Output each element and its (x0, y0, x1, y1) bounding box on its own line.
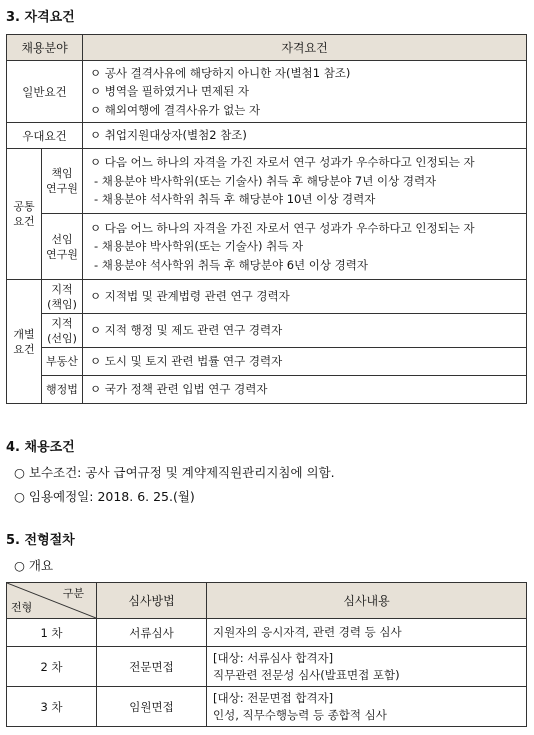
row-common-junior (7, 214, 527, 280)
method-expert-interview: 전문면접 (97, 647, 207, 687)
header-field: 채용분야 (7, 35, 83, 61)
content-stage-2: [대상: 서류심사 합격자] 직무관련 전문성 심사(발표면접 포함) (207, 647, 527, 687)
section-3-title: 3. 자격요건 (6, 10, 75, 25)
table-row (7, 619, 527, 647)
row-preferred (7, 123, 527, 149)
label-cadastral-junior: 지적 (선임) (42, 314, 83, 348)
selection-process-table (6, 582, 527, 727)
row-individual-cadastral-senior (7, 280, 527, 314)
overview-label: ○ 개요 (14, 558, 54, 573)
cadastral-junior-requirement: ㅇ 지적 행정 및 제도 관련 연구 경력자 (83, 314, 527, 348)
header-diagonal-cell (7, 583, 97, 619)
header-requirements: 자격요건 (83, 35, 527, 61)
general-requirements: ㅇ 공사 결격사유에 해당하지 아니한 자(별첨1 참조) ㅇ 병역을 필하였거나 면제된 자 ㅇ 해외여행에 결격사유가 없는 자 (83, 61, 527, 123)
label-preferred: 우대요건 (7, 123, 83, 149)
row-individual-real-estate (7, 348, 527, 376)
label-senior-researcher: 책임 연구원 (42, 149, 83, 214)
table-row (7, 687, 527, 727)
label-administrative-law: 행정법 (42, 376, 83, 404)
content-stage-3: [대상: 전문면접 합격자] 인성, 직무수행능력 등 종합적 심사 (207, 687, 527, 727)
header-method: 심사방법 (97, 583, 207, 619)
qualification-table (6, 34, 527, 404)
header-content: 심사내용 (207, 583, 527, 619)
label-general: 일반요건 (7, 61, 83, 123)
label-real-estate: 부동산 (42, 348, 83, 376)
stage-3: 3 차 (7, 687, 97, 727)
header-stage: 전형 (11, 601, 33, 614)
cadastral-senior-requirement: ㅇ 지적법 및 관계법령 관련 연구 경력자 (83, 280, 527, 314)
method-executive-interview: 임원면접 (97, 687, 207, 727)
senior-researcher-requirements: ㅇ 다음 어느 하나의 자격을 가진 자로서 연구 성과가 우수하다고 인정되는 자 - 채용분야 박사학위(또는 기술사) 취득 후 해당분야 7년 이상 경력자 - 채용분야 석사학위 취득 후 해당분야 10년 이상 경력자 (83, 149, 527, 214)
section-5-title: 5. 전형절차 (6, 533, 75, 548)
table-row (7, 647, 527, 687)
section-4-title: 4. 채용조건 (6, 440, 75, 455)
stage-2: 2 차 (7, 647, 97, 687)
label-common: 공통 요건 (7, 149, 42, 280)
content-stage-1: 지원자의 응시자격, 관련 경력 등 심사 (207, 619, 527, 647)
label-junior-researcher: 선임 연구원 (42, 214, 83, 280)
appointment-date: ○ 임용예정일: 2018. 6. 25.(월) (14, 489, 195, 504)
real-estate-requirement: ㅇ 도시 및 토지 관련 법률 연구 경력자 (83, 348, 527, 376)
label-cadastral-senior: 지적 (책임) (42, 280, 83, 314)
salary-condition: ○ 보수조건: 공사 급여규정 및 계약제직원관리지침에 의함. (14, 465, 335, 480)
administrative-law-requirement: ㅇ 국가 정책 관련 입법 연구 경력자 (83, 376, 527, 404)
stage-1: 1 차 (7, 619, 97, 647)
junior-researcher-requirements: ㅇ 다음 어느 하나의 자격을 가진 자로서 연구 성과가 우수하다고 인정되는 자 - 채용분야 박사학위(또는 기술사) 취득 자 - 채용분야 석사학위 취득 후 해당분야 6년 이상 경력자 (83, 214, 527, 280)
preferred-requirements: ㅇ 취업지원대상자(별첨2 참조) (83, 123, 527, 149)
method-document-review: 서류심사 (97, 619, 207, 647)
label-individual: 개별 요건 (7, 280, 42, 404)
header-category: 구분 (62, 587, 84, 600)
row-general (7, 61, 527, 123)
row-individual-administrative-law (7, 376, 527, 404)
row-individual-cadastral-junior (7, 314, 527, 348)
row-common-senior (7, 149, 527, 214)
